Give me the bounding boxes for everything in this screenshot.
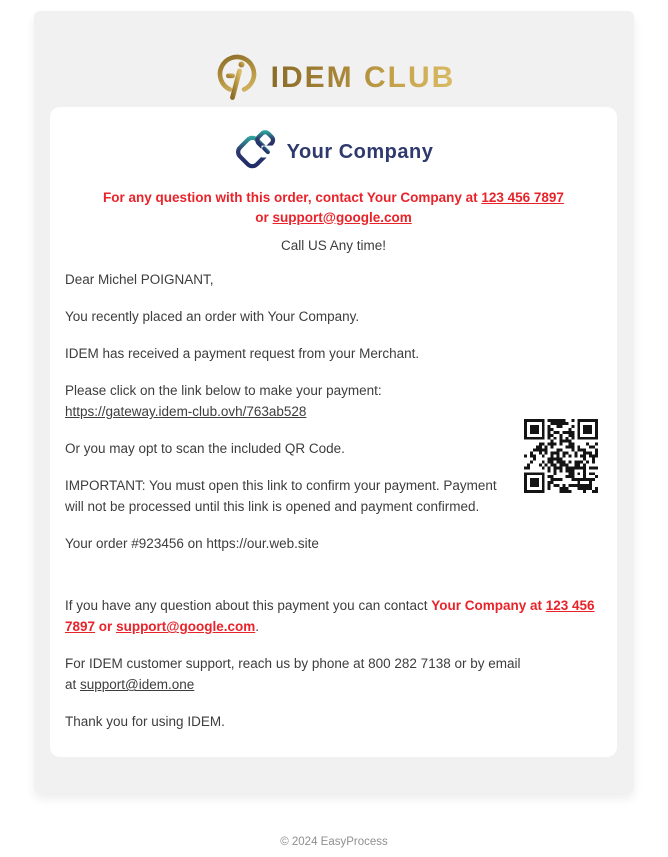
contact-email-link[interactable]: support@google.com [272,209,412,225]
question-email-link[interactable]: support@google.com [116,619,256,635]
para-received: IDEM has received a payment request from your Merchant. [65,346,420,362]
para-order: You recently placed an order with Your Company. [65,309,360,325]
question-period: . [255,619,259,635]
email-panel [34,11,634,793]
contact-phone-link[interactable]: 123 456 7897 [481,190,564,205]
para-qr: Or you may opt to scan the included QR Code. [65,441,345,457]
brand-name: IDEM CLUB [270,61,456,94]
para-click-text: Please click on the link below to make your payment: [65,383,382,399]
support-text: For IDEM customer support, reach us by phone at 800 282 7138 or by email [65,656,521,672]
greeting: Dear Michel POIGNANT, [65,272,214,288]
para-click [65,380,602,422]
question-or: or [95,619,117,635]
para-important: IMPORTANT: You must open this link to confirm your payment. Payment will not be processed until this link is opened and payment confirmed. [65,478,497,515]
company-logo-icon [234,130,278,174]
call-line: Call US Any time! [280,238,387,254]
para-support [65,653,602,695]
para-order-ref: Your order #923456 on https://our.web.site [65,536,319,552]
payment-link[interactable]: https://gateway.idem-club.ovh/763ab528 [65,404,307,420]
brand-header [34,11,634,107]
company-name: Your Company [286,140,434,163]
idem-club-logo-icon [213,52,261,100]
support-at: at [65,677,81,693]
question-text: If you have any question about this payment you can contact [65,598,432,614]
email-card [50,107,617,757]
contact-banner [96,188,571,227]
question-company: Your Company at [431,598,546,614]
para-question [65,595,602,637]
para-thanks: Thank you for using IDEM. [65,714,225,730]
question-phone-link[interactable]: 123 456 7897 [65,598,595,635]
footer-copyright: © 2024 EasyProcess [280,836,388,848]
support-email-link[interactable]: support@idem.one [80,677,195,693]
company-logo [65,129,602,175]
qr-code [524,419,598,493]
email-body [65,269,602,732]
contact-banner-text: For any question with this order, contact Your Company at [103,190,482,205]
contact-banner-or: or [255,209,273,225]
